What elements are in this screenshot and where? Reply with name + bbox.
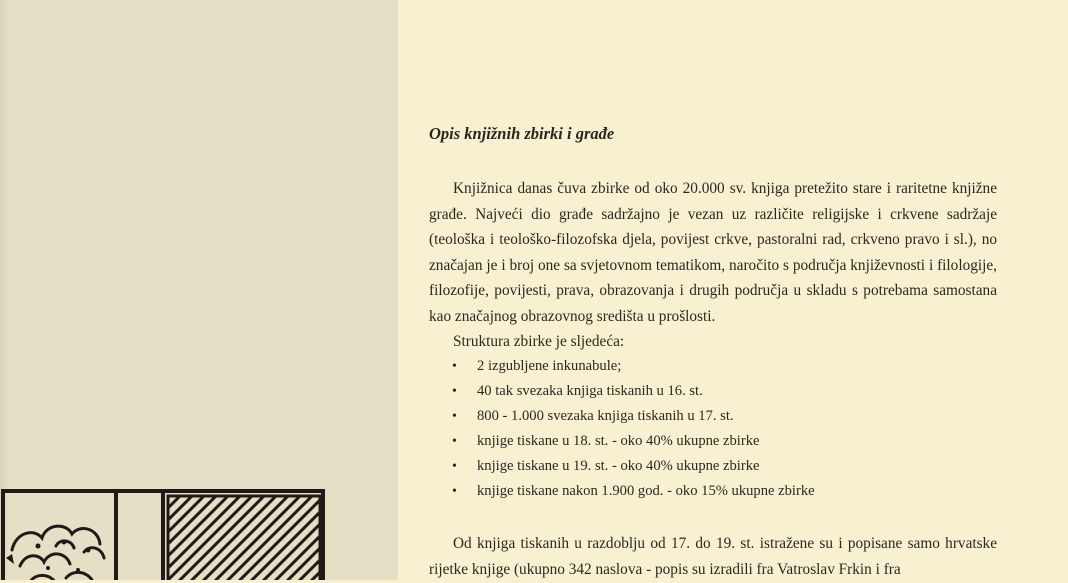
list-item [449, 454, 815, 479]
bullet-icon: • [452, 409, 457, 424]
list-item-text: knjige tiskane u 19. st. - oko 40% ukupne zbirke [477, 458, 760, 474]
structure-intro: Struktura zbirke je sljedeća: [453, 333, 625, 350]
list-item-text: 2 izgubljene inkunabule; [477, 358, 622, 374]
bullet-icon: • [452, 459, 457, 474]
list-item [449, 379, 815, 404]
list-item [449, 429, 815, 454]
structure-list [449, 354, 815, 504]
list-item-text: knjige tiskane nakon 1.900 god. - oko 15% ukupne zbirke [477, 483, 815, 499]
paragraph-collection-overview: Knjižnica danas čuva zbirke od oko 20.000 sv. knjiga pretežito stare i raritetne knjižne građe. Najveći dio građe sadržajno je vezan uz različite religijske i crkvene sadržaje (teološka i teološko-filozofska djela, povijest crkve, pastoralni rad, crkveno pravo i sl.), no značajan je i broj one sa svjetovnom tematikom, naročito s područja književnosti i filologije, filozofije, povijesti, prava, obrazovanja i drugih područja u skladu s potrebama samostana kao značajnog obrazovnog središta u prošlosti. [429, 180, 997, 325]
left-page [0, 0, 398, 580]
woodcut-illustration-icon [0, 488, 326, 580]
section-heading: Opis knjižnih zbirki i građe [429, 124, 615, 143]
list-item [449, 479, 815, 504]
bullet-icon: • [452, 484, 457, 499]
list-item [449, 354, 815, 379]
paragraph-research-note: Od knjiga tiskanih u razdoblju od 17. do 19. st. istražene su i popisane samo hrvatske rijetke knjige (ukupno 342 naslova - popis su izradili fra Vatroslav Frkin i fra [429, 535, 997, 578]
list-item-text: 40 tak svezaka knjiga tiskanih u 16. st. [477, 383, 703, 399]
bullet-icon: • [452, 359, 457, 374]
list-item-text: 800 - 1.000 svezaka knjiga tiskanih u 17. st. [477, 408, 734, 424]
bullet-icon: • [452, 384, 457, 399]
list-item-text: knjige tiskane u 18. st. - oko 40% ukupne zbirke [477, 433, 760, 449]
list-item [449, 404, 815, 429]
bullet-icon: • [452, 434, 457, 449]
